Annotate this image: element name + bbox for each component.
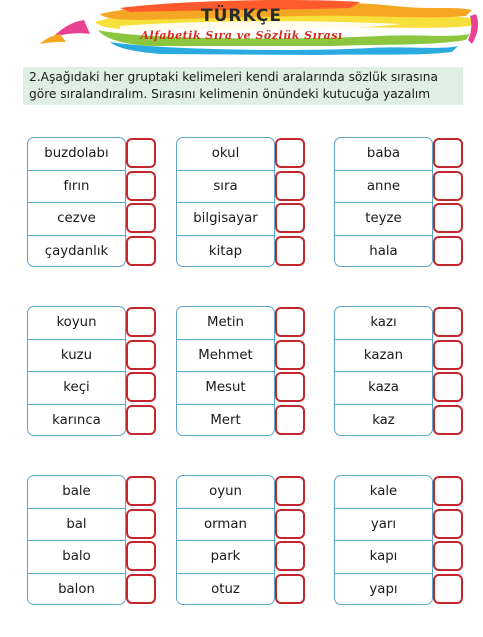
word-item: teyze bbox=[334, 202, 433, 235]
word-item: park bbox=[176, 540, 275, 573]
word-item: kitap bbox=[176, 235, 275, 268]
order-answer-box[interactable] bbox=[275, 405, 305, 435]
order-answer-box[interactable] bbox=[275, 171, 305, 201]
order-answer-box[interactable] bbox=[275, 340, 305, 370]
order-answer-box[interactable] bbox=[275, 138, 305, 168]
order-answer-box[interactable] bbox=[275, 307, 305, 337]
order-answer-box[interactable] bbox=[126, 171, 156, 201]
order-answer-box[interactable] bbox=[433, 509, 463, 539]
word-item: buzdolabı bbox=[44, 145, 109, 161]
order-answer-box[interactable] bbox=[126, 138, 156, 168]
order-answer-box[interactable] bbox=[433, 138, 463, 168]
word-group-4 bbox=[27, 306, 159, 438]
order-answer-box[interactable] bbox=[275, 476, 305, 506]
word-group-3 bbox=[334, 137, 466, 269]
word-item: oyun bbox=[209, 483, 242, 499]
order-answer-box[interactable] bbox=[275, 203, 305, 233]
word-item: sıra bbox=[176, 170, 275, 203]
word-item: hala bbox=[334, 235, 433, 268]
word-item: kazan bbox=[334, 339, 433, 372]
order-answer-box[interactable] bbox=[275, 541, 305, 571]
word-group-2 bbox=[176, 137, 308, 269]
word-item: orman bbox=[176, 508, 275, 541]
word-item: otuz bbox=[176, 573, 275, 606]
word-item: çaydanlık bbox=[27, 235, 126, 268]
order-answer-box[interactable] bbox=[433, 171, 463, 201]
word-item: balo bbox=[27, 540, 126, 573]
page-subtitle: Alfabetik Sıra ve Sözlük Sırası bbox=[140, 29, 343, 42]
word-item: Mesut bbox=[176, 371, 275, 404]
word-group-9 bbox=[334, 475, 466, 607]
title-banner bbox=[0, 0, 483, 58]
word-item: kale bbox=[369, 483, 398, 499]
order-answer-box[interactable] bbox=[126, 574, 156, 604]
word-item: bal bbox=[27, 508, 126, 541]
instruction-box bbox=[23, 67, 463, 105]
order-answer-box[interactable] bbox=[433, 372, 463, 402]
word-group-8 bbox=[176, 475, 308, 607]
word-item: bilgisayar bbox=[176, 202, 275, 235]
word-group-7 bbox=[27, 475, 159, 607]
word-item: kaz bbox=[334, 404, 433, 437]
word-item: koyun bbox=[56, 314, 97, 330]
order-answer-box[interactable] bbox=[275, 236, 305, 266]
page-title: TÜRKÇE bbox=[201, 6, 282, 26]
order-answer-box[interactable] bbox=[433, 574, 463, 604]
order-answer-box[interactable] bbox=[275, 509, 305, 539]
word-item: Metin bbox=[207, 314, 244, 330]
order-answer-box[interactable] bbox=[433, 405, 463, 435]
word-item: okul bbox=[211, 145, 240, 161]
word-item: balon bbox=[27, 573, 126, 606]
order-answer-box[interactable] bbox=[433, 541, 463, 571]
word-item: cezve bbox=[27, 202, 126, 235]
word-group-1 bbox=[27, 137, 159, 269]
order-answer-box[interactable] bbox=[126, 509, 156, 539]
word-item: fırın bbox=[27, 170, 126, 203]
word-item: kuzu bbox=[27, 339, 126, 372]
word-group-6 bbox=[334, 306, 466, 438]
order-answer-box[interactable] bbox=[126, 541, 156, 571]
instruction-line-2: göre sıralandıralım. Sırasını kelimenin önündeki kutucuğa yazalım bbox=[29, 87, 431, 101]
word-item: bale bbox=[62, 483, 91, 499]
order-answer-box[interactable] bbox=[126, 307, 156, 337]
order-answer-box[interactable] bbox=[275, 574, 305, 604]
word-item: Mehmet bbox=[176, 339, 275, 372]
word-item: kaza bbox=[334, 371, 433, 404]
order-answer-box[interactable] bbox=[433, 203, 463, 233]
word-item: keçi bbox=[27, 371, 126, 404]
word-item: yarı bbox=[334, 508, 433, 541]
order-answer-box[interactable] bbox=[433, 340, 463, 370]
instruction-line-1: 2.Aşağıdaki her gruptaki kelimeleri kendi aralarında sözlük sırasına bbox=[29, 70, 438, 84]
order-answer-box[interactable] bbox=[126, 476, 156, 506]
order-answer-box[interactable] bbox=[433, 307, 463, 337]
word-item: kapı bbox=[334, 540, 433, 573]
order-answer-box[interactable] bbox=[433, 236, 463, 266]
word-item: karınca bbox=[27, 404, 126, 437]
word-item: Mert bbox=[176, 404, 275, 437]
order-answer-box[interactable] bbox=[126, 372, 156, 402]
order-answer-box[interactable] bbox=[275, 372, 305, 402]
word-item: yapı bbox=[334, 573, 433, 606]
word-item: anne bbox=[334, 170, 433, 203]
order-answer-box[interactable] bbox=[126, 405, 156, 435]
order-answer-box[interactable] bbox=[126, 340, 156, 370]
order-answer-box[interactable] bbox=[126, 203, 156, 233]
order-answer-box[interactable] bbox=[126, 236, 156, 266]
word-item: baba bbox=[366, 145, 401, 161]
word-item: kazı bbox=[370, 314, 397, 330]
order-answer-box[interactable] bbox=[433, 476, 463, 506]
word-group-5 bbox=[176, 306, 308, 438]
